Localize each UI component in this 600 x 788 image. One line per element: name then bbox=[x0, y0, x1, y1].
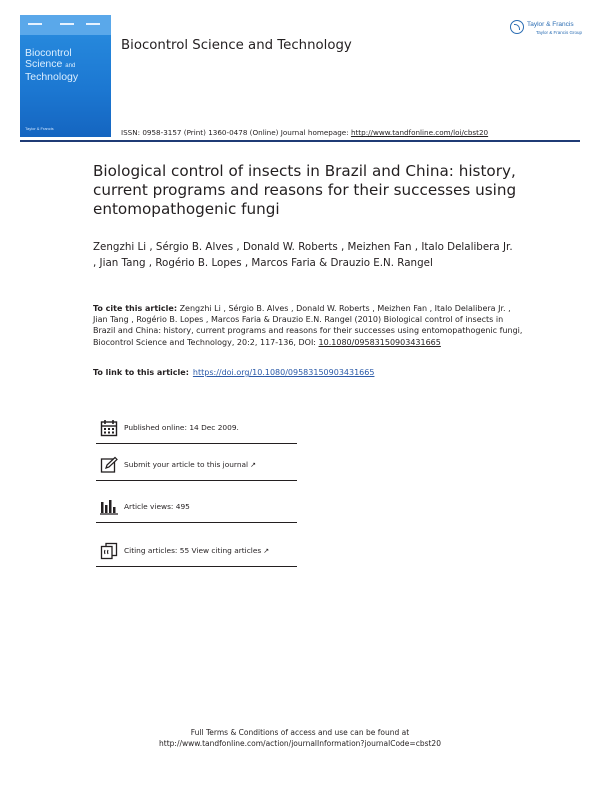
bar-chart-icon bbox=[100, 498, 118, 516]
citing-articles-icon bbox=[100, 542, 118, 560]
citing-row[interactable] bbox=[96, 534, 297, 567]
edit-icon bbox=[100, 456, 118, 474]
footer-terms-link[interactable]: http://www.tandfonline.com/action/journalInformation?journalCode=cbst20 bbox=[159, 739, 441, 748]
views-row bbox=[96, 490, 297, 523]
link-label: To link to this article: bbox=[93, 368, 189, 377]
cover-top-band bbox=[20, 15, 111, 35]
citation-doi-link[interactable]: 10.1080/09583150903431665 bbox=[318, 337, 441, 347]
issn-line: ISSN: 0958-3157 (Print) 1360-0478 (Online) Journal homepage: http://www.tandfonline.com/loi/cbst20 bbox=[121, 128, 489, 137]
article-doi-link[interactable]: https://doi.org/10.1080/09583150903431665 bbox=[192, 368, 375, 377]
article-views: Article views: 495 bbox=[124, 502, 190, 511]
journal-homepage-link[interactable]: http://www.tandfonline.com/loi/cbst20 bbox=[350, 128, 489, 137]
external-link-icon: ↗ bbox=[263, 547, 270, 555]
cover-title: Biocontrol Science and Technology bbox=[25, 47, 79, 83]
article-title: Biological control of insects in Brazil and China: history, current programs and reasons for their successes using entomopathogenic fungi bbox=[93, 162, 517, 218]
article-link-line bbox=[93, 368, 374, 377]
published-row bbox=[96, 411, 297, 444]
footer-terms: Full Terms & Conditions of access and use can be found at http://www.tandfonline.com/action/journalInformation?journalCode=cbst20 bbox=[0, 727, 600, 749]
publisher-logo: Taylor & Francis Taylor & Francis Group bbox=[510, 18, 590, 40]
publisher-logo-icon bbox=[510, 20, 524, 34]
citation-label: To cite this article: bbox=[93, 304, 178, 313]
article-authors: Zengzhi Li , Sérgio B. Alves , Donald W. Roberts , Meizhen Fan , Italo Delalibera Jr. , Jian Tang , Rogério B. Lopes , Marcos Faria & Drauzio E.N. Rangel bbox=[93, 241, 513, 269]
journal-cover-image[interactable] bbox=[20, 15, 111, 137]
journal-name: Biocontrol Science and Technology bbox=[121, 38, 352, 53]
citation-block: To cite this article: Zengzhi Li , Sérgio B. Alves , Donald W. Roberts , Meizhen Fan , Italo Delalibera Jr. , Jian Tang , Rogério B. Lopes , Marcos Faria & Drauzio E.N. Rangel (2010) Biological control of insects in Brazil and China: history, current programs and reasons for their successes using entomopathogenic fungi, Biocontrol Science and Technology, 20:2, 117-136, DOI: 10.1080/09583150903431665 bbox=[93, 304, 523, 347]
external-link-icon: ↗ bbox=[250, 461, 256, 469]
cover-publisher-mark: Taylor & Francis bbox=[25, 126, 54, 131]
calendar-icon bbox=[100, 419, 118, 437]
header-divider bbox=[20, 140, 580, 142]
citing-articles-link[interactable]: Citing articles: 55 View citing articles ↗ bbox=[124, 546, 270, 555]
submit-row[interactable] bbox=[96, 448, 297, 481]
published-date: Published online: 14 Dec 2009. bbox=[124, 423, 239, 432]
submit-article-link[interactable]: Submit your article to this journal ↗ bbox=[124, 460, 256, 469]
